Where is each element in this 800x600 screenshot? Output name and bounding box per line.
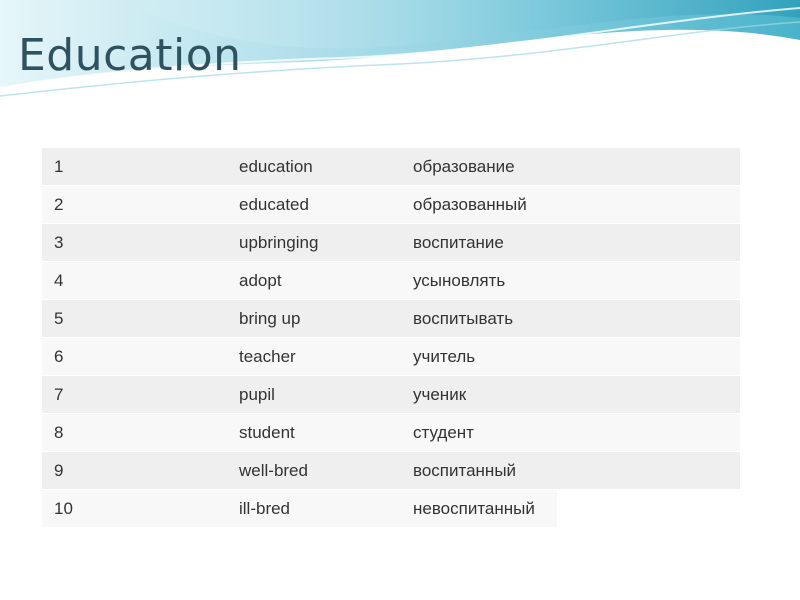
row-number: 10	[42, 490, 227, 528]
table-row	[42, 300, 740, 338]
row-number: 2	[42, 186, 227, 224]
table-row	[42, 490, 740, 528]
english-word: education	[227, 148, 401, 186]
row-number: 9	[42, 452, 227, 490]
row-number: 7	[42, 376, 227, 414]
vocabulary-table-body	[42, 148, 740, 528]
russian-translation: образованный	[401, 186, 740, 224]
english-word: bring up	[227, 300, 401, 338]
row-number: 3	[42, 224, 227, 262]
row-number: 1	[42, 148, 227, 186]
english-word: well-bred	[227, 452, 401, 490]
table-row	[42, 262, 740, 300]
vocabulary-table	[42, 148, 740, 528]
russian-translation-text: невоспитанный	[401, 490, 557, 527]
russian-translation: ученик	[401, 376, 740, 414]
russian-translation: усыновлять	[401, 262, 740, 300]
russian-translation: воспитывать	[401, 300, 740, 338]
table-row	[42, 148, 740, 186]
table-row	[42, 186, 740, 224]
russian-translation: студент	[401, 414, 740, 452]
row-number: 4	[42, 262, 227, 300]
row-number: 6	[42, 338, 227, 376]
english-word: ill-bred	[227, 490, 401, 528]
english-word: educated	[227, 186, 401, 224]
russian-translation: воспитание	[401, 224, 740, 262]
row-number: 5	[42, 300, 227, 338]
slide-title: Education	[18, 30, 242, 81]
table-row	[42, 452, 740, 490]
table-row	[42, 338, 740, 376]
english-word: upbringing	[227, 224, 401, 262]
russian-translation: учитель	[401, 338, 740, 376]
english-word: pupil	[227, 376, 401, 414]
row-number: 8	[42, 414, 227, 452]
table-row	[42, 414, 740, 452]
table-row	[42, 224, 740, 262]
russian-translation	[401, 490, 740, 528]
english-word: teacher	[227, 338, 401, 376]
russian-translation: образование	[401, 148, 740, 186]
russian-translation: воспитанный	[401, 452, 740, 490]
english-word: adopt	[227, 262, 401, 300]
table-row	[42, 376, 740, 414]
english-word: student	[227, 414, 401, 452]
